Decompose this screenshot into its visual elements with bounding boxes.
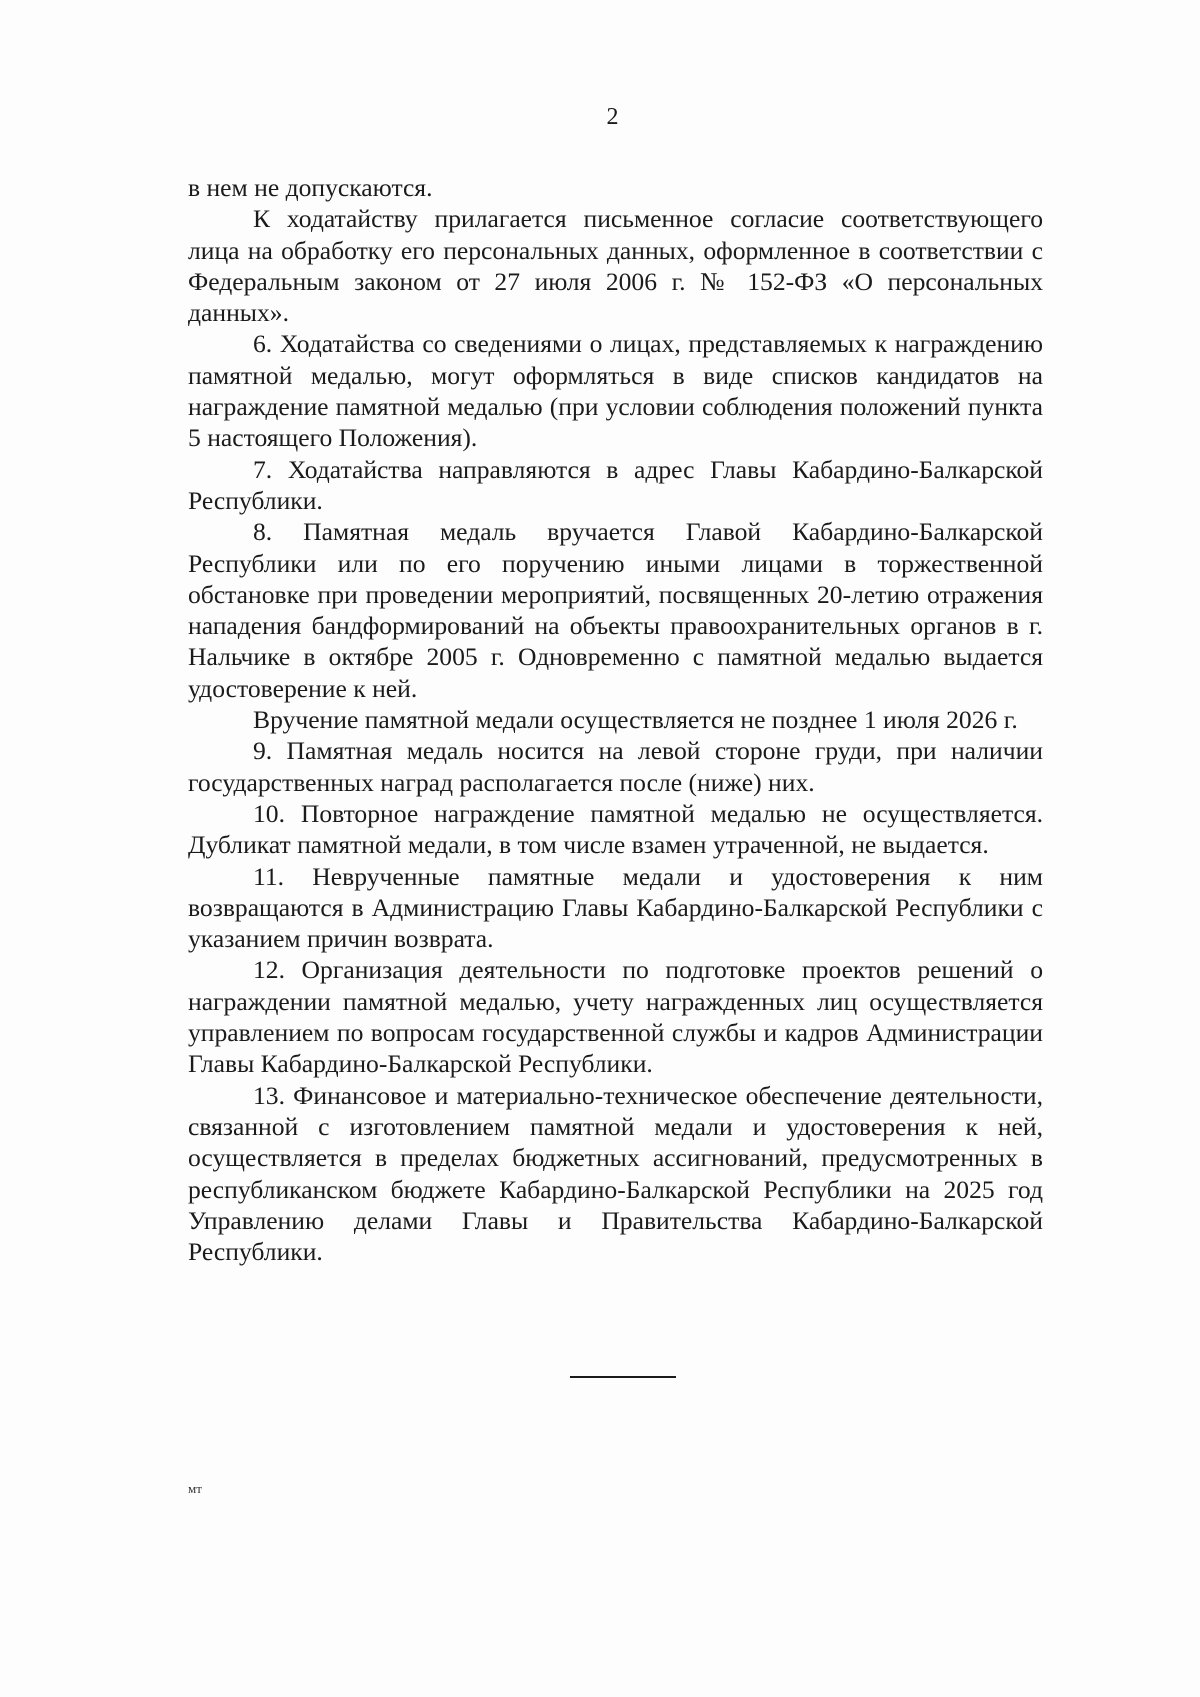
paragraph-continuation: в нем не допускаются.: [188, 173, 433, 202]
document-body: [188, 172, 1043, 1267]
paragraph-item-7: 7. Ходатайства направляются в адрес Главы Кабардино-Балкарской Республики.: [188, 454, 1043, 515]
paragraph-item-10: 10. Повторное награждение памятной медалью не осуществляется. Дубликат памятной медали, в том числе взамен утраченной, не выдается.: [188, 798, 1043, 860]
paragraph-item-11: 11. Неврученные памятные медали и удостоверения к ним возвращаются в Администрацию Главы Кабардино-Балкарской Республики с указанием причин возврата.: [188, 861, 1043, 954]
paragraph-item-8-deadline: Вручение памятной медали осуществляется не позднее 1 июля 2026 г.: [253, 705, 1018, 735]
paragraph-item-6: 6. Ходатайства со сведениями о лицах, представляемых к награждению памятной медалью, могут оформляться в виде списков кандидатов на награждение памятной медалью (при условии соблюдения положений пункта 5 настоящего Положения).: [188, 329, 1043, 453]
footer-initials: мт: [188, 1481, 202, 1496]
paragraph-item-8: 8. Памятная медаль вручается Главой Кабардино-Балкарской Республики или по его поручению иными лицами в торжественной обстановке при проведении мероприятий, посвященных 20-летию отражения нападения бандформирований на объекты правоохранительных органов в г. Нальчике в октябре 2005 г. Одновременно с памятной медалью выдается удостоверение к ней.: [188, 517, 1043, 703]
end-separator-line: [570, 1376, 676, 1378]
paragraph-consent: К ходатайству прилагается письменное согласие соответствующего лица на обработку его персональных данных, оформленное в соответствии с Федеральным законом от 27 июля 2006 г. № 152-ФЗ «О персональных данных».: [188, 204, 1043, 328]
page-number: 2: [606, 104, 619, 130]
paragraph-item-13: 13. Финансовое и материально-техническое обеспечение деятельности, связанной с изготовлением памятной медали и удостоверения к ней, осуществляется в пределах бюджетных ассигнований, предусмотренных в республиканском бюджете Кабардино-Балкарской Республики на 2025 год Управлению делами Главы и Правительства Кабардино-Балкарской Республики.: [188, 1080, 1043, 1267]
paragraph-item-9: 9. Памятная медаль носится на левой стороне груди, при наличии государственных наград располагается после (ниже) них.: [188, 736, 1043, 797]
paragraph-item-12: 12. Организация деятельности по подготовке проектов решений о награждении памятной медалью, учету награжденных лиц осуществляется управлением по вопросам государственной службы и кадров Администрации Главы Кабардино-Балкарской Республики.: [188, 955, 1043, 1079]
